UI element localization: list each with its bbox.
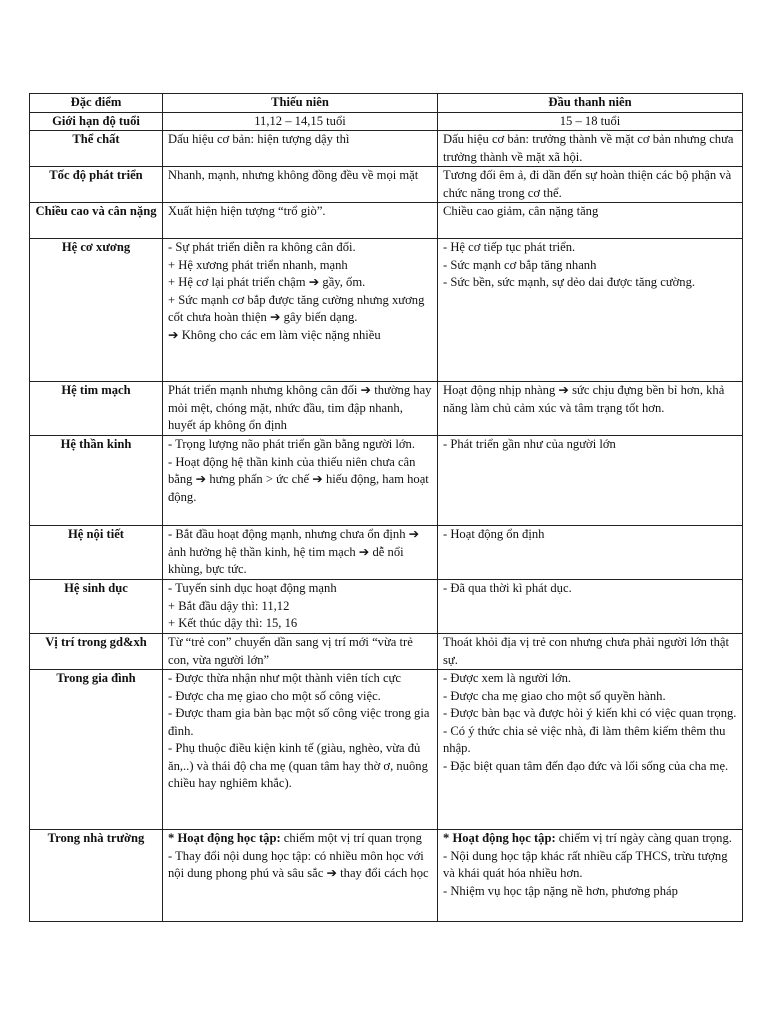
adolescent-cell	[163, 634, 438, 670]
cell-line: - Nội dung học tập khác rất nhiều cấp THCS, trừu tượng và khái quát hóa nhiều hơn.	[443, 848, 728, 880]
table-row	[30, 436, 743, 526]
table-header-row	[30, 94, 743, 113]
cell-line: - Được bàn bạc và được hỏi ý kiến khi có việc quan trọng.	[443, 706, 737, 720]
cell-line: Nhanh, mạnh, nhưng không đồng đều về mọi mặt	[168, 168, 419, 182]
table-row	[30, 167, 743, 203]
cell-line: Thoát khỏi địa vị trẻ con nhưng chưa phải người lớn thật sự.	[443, 635, 729, 667]
row-label: Trong gia đình	[30, 670, 163, 830]
row-label: Tốc độ phát triển	[30, 167, 163, 203]
cell-line: + Kết thúc dậy thì: 15, 16	[168, 616, 298, 630]
cell-line: - Bắt đầu hoạt động mạnh, nhưng chưa ổn định ➔ ảnh hưởng hệ thần kinh, hệ tim mạch ➔ dễ nổi khùng, bực tức.	[168, 527, 420, 576]
young-adult-cell	[438, 634, 743, 670]
table-row	[30, 112, 743, 131]
table-row	[30, 131, 743, 167]
comparison-table	[29, 93, 743, 922]
cell-line: Dấu hiệu cơ bản: hiện tượng dậy thì	[168, 132, 350, 146]
bold-lead: * Hoạt động học tập:	[443, 831, 556, 845]
header-characteristic: Đặc điểm	[30, 94, 163, 113]
cell-line: - Đã qua thời kì phát dục.	[443, 581, 572, 595]
cell-text: chiếm vị trí ngày càng quan trọng.	[555, 831, 732, 845]
adolescent-cell	[163, 167, 438, 203]
cell-line: - Sức bền, sức mạnh, sự dẻo dai được tăng cường.	[443, 275, 696, 289]
cell-line: Phát triển mạnh nhưng không cân đối ➔ thường hay mỏi mệt, chóng mặt, nhức đầu, tim đập nhanh, huyết áp không ổn định	[168, 383, 432, 432]
bold-lead: * Hoạt động học tập:	[168, 831, 281, 845]
cell-line: - Hệ cơ tiếp tục phát triển.	[443, 240, 576, 254]
document-page	[29, 93, 742, 922]
table-row	[30, 580, 743, 634]
cell-line: - Sự phát triển diễn ra không cân đối.	[168, 240, 356, 254]
table-row	[30, 830, 743, 922]
cell-line: 15 – 18 tuổi	[559, 113, 621, 128]
header-young-adult: Đầu thanh niên	[438, 94, 743, 113]
row-label: Hệ sinh dục	[30, 580, 163, 634]
row-label: Chiều cao và cân nặng	[30, 203, 163, 239]
row-label: Vị trí trong gd&xh	[30, 634, 163, 670]
cell-line: - Nhiệm vụ học tập nặng nề hơn, phương pháp	[443, 883, 678, 898]
young-adult-cell	[438, 167, 743, 203]
adolescent-cell	[163, 112, 438, 131]
row-label: Hệ tim mạch	[30, 382, 163, 436]
cell-line: ➔ Không cho các em làm việc nặng nhiều	[168, 327, 381, 342]
cell-line: - Đặc biệt quan tâm đến đạo đức và lối sống của cha mẹ.	[443, 758, 729, 773]
table-body	[30, 112, 743, 922]
cell-line: 11,12 – 14,15 tuổi	[254, 113, 346, 128]
cell-line: - Hoạt động ổn định	[443, 527, 545, 541]
adolescent-cell	[163, 131, 438, 167]
table-row	[30, 203, 743, 239]
young-adult-cell	[438, 526, 743, 580]
cell-line: - Được thừa nhận như một thành viên tích cực	[168, 671, 401, 685]
cell-line: Hoạt động nhịp nhàng ➔ sức chịu đựng bền bỉ hơn, khả năng làm chủ cảm xúc và tâm trạng tốt hơn.	[443, 383, 725, 415]
row-label: Hệ nội tiết	[30, 526, 163, 580]
row-label: Thể chất	[30, 131, 163, 167]
young-adult-cell	[438, 239, 743, 382]
cell-line	[168, 830, 432, 848]
adolescent-cell	[163, 830, 438, 922]
header-adolescent: Thiếu niên	[163, 94, 438, 113]
adolescent-cell	[163, 203, 438, 239]
cell-text: chiếm một vị trí quan trọng	[280, 831, 422, 845]
cell-line: - Có ý thức chia sẻ việc nhà, đi làm thêm kiếm thêm thu nhập.	[443, 723, 726, 755]
row-label: Giới hạn độ tuổi	[30, 112, 163, 131]
young-adult-cell	[438, 203, 743, 239]
cell-line: + Bắt đầu dậy thì: 11,12	[168, 598, 290, 613]
young-adult-cell	[438, 670, 743, 830]
cell-line: Tương đối êm ả, đi dần đến sự hoàn thiện các bộ phận và chức năng trong cơ thể.	[443, 168, 732, 200]
adolescent-cell	[163, 526, 438, 580]
cell-line: - Được xem là người lớn.	[443, 671, 572, 685]
cell-line: Từ “trẻ con” chuyển dần sang vị trí mới “vừa trẻ con, vừa người lớn”	[168, 635, 413, 667]
young-adult-cell	[438, 112, 743, 131]
table-row	[30, 526, 743, 580]
cell-line: - Sức mạnh cơ bắp tăng nhanh	[443, 257, 597, 272]
cell-line: - Phát triển gần như của người lớn	[443, 437, 616, 451]
cell-line: - Thay đổi nội dung học tập: có nhiều môn học với nội dung phong phú và sâu sắc ➔ thay đổi cách học	[168, 848, 429, 880]
cell-line: - Tuyến sinh dục hoạt động mạnh	[168, 581, 337, 595]
cell-line	[443, 830, 737, 848]
young-adult-cell	[438, 436, 743, 526]
adolescent-cell	[163, 670, 438, 830]
row-label: Hệ thần kinh	[30, 436, 163, 526]
young-adult-cell	[438, 830, 743, 922]
cell-line: - Phụ thuộc điều kiện kinh tế (giàu, nghèo, vừa đủ ăn,..) và thái độ cha mẹ (quan tâm hay thờ ơ, nuông chiều hay nghiêm khắc).	[168, 741, 428, 790]
cell-line: + Sức mạnh cơ bắp được tăng cường nhưng xương cốt chưa hoàn thiện ➔ gây biến dạng.	[168, 292, 425, 324]
adolescent-cell	[163, 580, 438, 634]
cell-line: + Hệ cơ lại phát triển chậm ➔ gầy, ốm.	[168, 275, 366, 289]
cell-line: Dấu hiệu cơ bản: trưởng thành về mặt cơ bản nhưng chưa trưởng thành về mặt xã hội.	[443, 132, 734, 164]
adolescent-cell	[163, 239, 438, 382]
table-row	[30, 634, 743, 670]
table-row	[30, 239, 743, 382]
young-adult-cell	[438, 382, 743, 436]
adolescent-cell	[163, 382, 438, 436]
cell-line: + Hệ xương phát triển nhanh, mạnh	[168, 257, 348, 272]
table-row	[30, 382, 743, 436]
cell-line: - Được cha mẹ giao cho một số công việc.	[168, 688, 381, 703]
young-adult-cell	[438, 131, 743, 167]
row-label: Hệ cơ xương	[30, 239, 163, 382]
cell-line: - Được tham gia bàn bạc một số công việc trong gia đình.	[168, 706, 430, 738]
cell-line: Xuất hiện hiện tượng “trổ giò”.	[168, 204, 326, 218]
row-label: Trong nhà trường	[30, 830, 163, 922]
cell-line: - Hoạt động hệ thần kinh của thiếu niên chưa cân bằng ➔ hưng phấn > ức chế ➔ hiếu động, ham hoạt động.	[168, 454, 429, 504]
cell-line: - Trọng lượng não phát triển gần bằng người lớn.	[168, 437, 416, 451]
cell-line: - Được cha mẹ giao cho một số quyền hành.	[443, 688, 666, 703]
table-row	[30, 670, 743, 830]
cell-line: Chiều cao giảm, cân nặng tăng	[443, 204, 599, 218]
young-adult-cell	[438, 580, 743, 634]
adolescent-cell	[163, 436, 438, 526]
